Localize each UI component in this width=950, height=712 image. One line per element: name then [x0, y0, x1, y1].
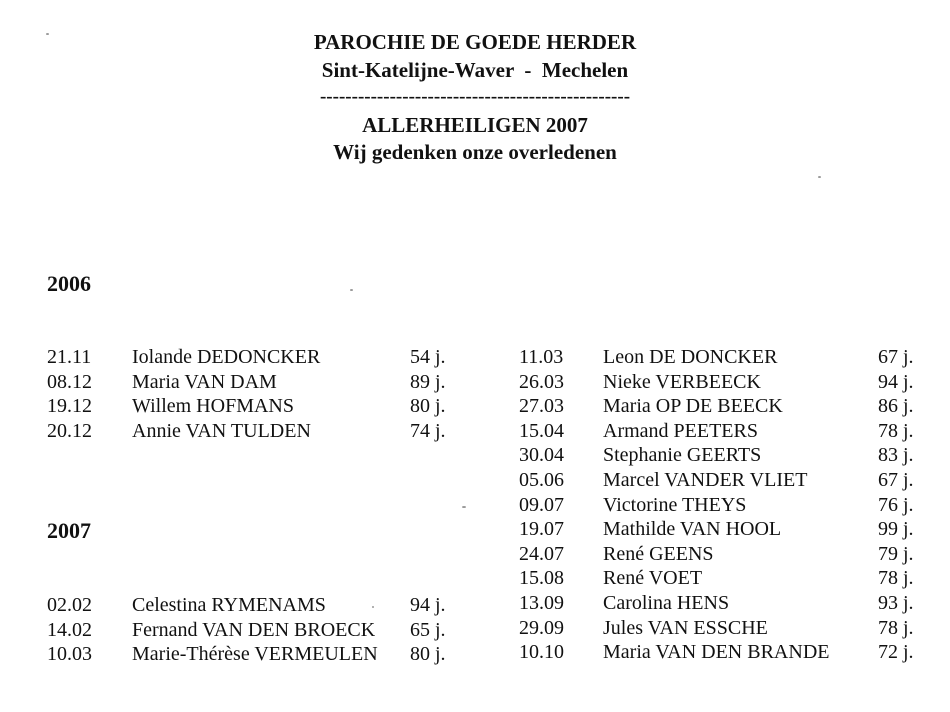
- list-2006: [47, 345, 467, 443]
- entry-date: 08.12: [47, 370, 92, 393]
- entry-date: 24.07: [519, 542, 564, 565]
- entry-age: 78 j.: [878, 419, 914, 442]
- list-item: [519, 517, 929, 542]
- entry-name: Maria VAN DAM: [132, 370, 277, 393]
- entry-age: 83 j.: [878, 444, 914, 467]
- entry-age: 86 j.: [878, 395, 914, 418]
- list-item: [47, 618, 467, 643]
- list-item: [47, 419, 467, 444]
- entry-age: 94 j.: [410, 594, 446, 616]
- entry-age: 76 j.: [878, 493, 914, 516]
- entry-name: Marie-Thérèse VERMEULEN: [132, 643, 378, 666]
- entry-date: 02.02: [47, 594, 92, 616]
- scan-speck: [818, 176, 821, 178]
- entry-date: 19.07: [519, 518, 564, 541]
- list-item: [47, 394, 467, 419]
- list-item: [519, 493, 929, 518]
- entry-date: 15.04: [519, 419, 564, 442]
- list-item: [519, 468, 929, 493]
- scan-speck: [350, 289, 353, 291]
- entry-age: 65 j.: [410, 618, 446, 641]
- list-item: [519, 443, 929, 468]
- entry-name: Jules VAN ESSCHE: [603, 616, 768, 639]
- entry-age: 74 j.: [410, 419, 446, 442]
- entry-name: Maria OP DE BEECK: [603, 395, 783, 418]
- entry-name: Leon DE DONCKER: [603, 346, 778, 368]
- entry-age: 80 j.: [410, 643, 446, 666]
- list-item: [519, 370, 929, 395]
- entry-age: 79 j.: [878, 542, 914, 565]
- list-item: [519, 345, 929, 370]
- parish-location: Sint-Katelijne-Waver - Mechelen: [321, 58, 629, 82]
- entry-age: 67 j.: [878, 468, 914, 491]
- entry-name: Marcel VANDER VLIET: [603, 468, 808, 491]
- list-2007-right: [519, 345, 929, 665]
- entry-date: 30.04: [519, 444, 564, 467]
- entry-date: 09.07: [519, 493, 564, 516]
- scan-speck: [372, 606, 374, 608]
- entry-age: 78 j.: [878, 567, 914, 590]
- entry-date: 27.03: [519, 395, 564, 418]
- entry-name: Annie VAN TULDEN: [132, 419, 311, 442]
- entry-name: Mathilde VAN HOOL: [603, 518, 782, 541]
- entry-age: 80 j.: [410, 395, 446, 418]
- entry-name: Maria VAN DEN BRANDE: [603, 641, 830, 664]
- entry-date: 19.12: [47, 395, 92, 418]
- list-item: [519, 591, 929, 616]
- entry-name: Iolande DEDONCKER: [132, 346, 321, 368]
- entry-age: 94 j.: [878, 370, 914, 393]
- entry-date: 13.09: [519, 591, 564, 614]
- entry-name: René VOET: [603, 567, 703, 590]
- entry-age: 54 j.: [410, 346, 446, 368]
- list-item: [519, 640, 929, 665]
- header-divider: -------------------------------------------------: [319, 86, 631, 107]
- entry-date: 15.08: [519, 567, 564, 590]
- list-item: [519, 542, 929, 567]
- list-item: [47, 593, 467, 618]
- entry-date: 10.03: [47, 643, 92, 666]
- list-item: [47, 345, 467, 370]
- entry-name: Stephanie GEERTS: [603, 444, 762, 467]
- entry-age: 99 j.: [878, 518, 914, 541]
- entry-name: Carolina HENS: [603, 591, 730, 614]
- entry-name: Celestina RYMENAMS: [132, 594, 326, 616]
- entry-age: 89 j.: [410, 370, 446, 393]
- entry-date: 10.10: [519, 641, 564, 664]
- entry-age: 67 j.: [878, 346, 914, 368]
- scan-speck: [46, 33, 49, 35]
- entry-date: 29.09: [519, 616, 564, 639]
- list-item: [519, 394, 929, 419]
- entry-age: 93 j.: [878, 591, 914, 614]
- parish-title: PAROCHIE DE GOEDE HERDER: [313, 30, 637, 54]
- list-item: [47, 370, 467, 395]
- entry-name: Nieke VERBEECK: [603, 370, 761, 393]
- entry-name: René GEENS: [603, 542, 714, 565]
- entry-age: 78 j.: [878, 616, 914, 639]
- entry-name: Armand PEETERS: [603, 419, 758, 442]
- entry-name: Victorine THEYS: [603, 493, 747, 516]
- entry-date: 20.12: [47, 419, 92, 442]
- entry-date: 21.11: [47, 346, 92, 368]
- entry-name: Fernand VAN DEN BROECK: [132, 618, 376, 641]
- entry-date: 14.02: [47, 618, 92, 641]
- year-heading-2006: 2006: [47, 271, 91, 296]
- list-item: [519, 419, 929, 444]
- list-2007-left: [47, 593, 467, 667]
- entry-date: 05.06: [519, 468, 564, 491]
- scan-speck: [462, 506, 466, 508]
- list-item: [47, 642, 467, 667]
- list-item: [519, 616, 929, 641]
- event-title: ALLERHEILIGEN 2007: [362, 113, 588, 137]
- entry-date: 11.03: [519, 346, 564, 368]
- entry-age: 72 j.: [878, 641, 914, 664]
- event-subtitle: Wij gedenken onze overledenen: [333, 140, 617, 164]
- list-item: [519, 566, 929, 591]
- entry-name: Willem HOFMANS: [132, 395, 294, 418]
- entry-date: 26.03: [519, 370, 564, 393]
- year-heading-2007: 2007: [47, 518, 91, 543]
